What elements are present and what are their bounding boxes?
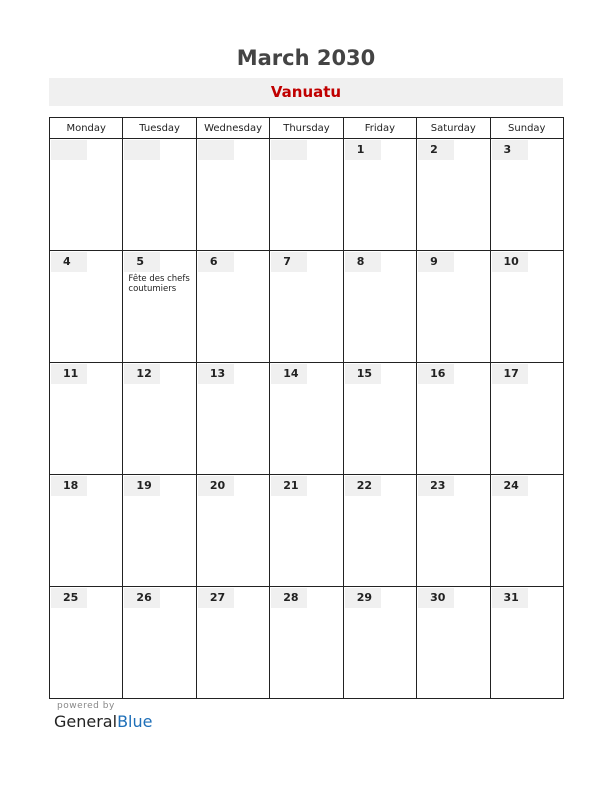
day-number: 6 (198, 252, 234, 272)
day-number: 22 (345, 476, 381, 496)
calendar-grid (49, 117, 564, 699)
day-number (124, 140, 160, 160)
day-cell (417, 251, 490, 363)
day-cell (343, 475, 416, 587)
day-cell (270, 475, 343, 587)
day-cell (50, 587, 123, 699)
day-number: 7 (271, 252, 307, 272)
country-banner (49, 78, 563, 106)
week-row (50, 363, 564, 475)
weekday-thursday: Thursday (270, 118, 343, 139)
day-number: 10 (492, 252, 528, 272)
day-cell (50, 475, 123, 587)
day-number: 28 (271, 588, 307, 608)
week-row (50, 587, 564, 699)
day-number: 14 (271, 364, 307, 384)
week-row (50, 251, 564, 363)
day-cell (270, 363, 343, 475)
day-cell (196, 363, 269, 475)
day-number: 13 (198, 364, 234, 384)
day-number: 31 (492, 588, 528, 608)
day-cell (343, 139, 416, 251)
weekday-sunday: Sunday (490, 118, 563, 139)
weekday-friday: Friday (343, 118, 416, 139)
day-cell (490, 363, 563, 475)
day-cell (417, 363, 490, 475)
day-cell (343, 587, 416, 699)
day-cell (417, 587, 490, 699)
day-cell (490, 587, 563, 699)
holiday-label: Fête des chefs coutumiers (128, 274, 190, 294)
day-number: 11 (51, 364, 87, 384)
day-number (271, 140, 307, 160)
day-number: 17 (492, 364, 528, 384)
day-cell (196, 475, 269, 587)
day-cell (123, 139, 196, 251)
day-cell (417, 139, 490, 251)
day-number: 9 (418, 252, 454, 272)
country-name: Vanuatu (270, 83, 342, 101)
day-cell (417, 475, 490, 587)
generalblue-logo[interactable] (54, 712, 152, 731)
day-number: 1 (345, 140, 381, 160)
logo-text-blue: Blue (117, 712, 153, 731)
day-cell (123, 363, 196, 475)
day-number: 5 (124, 252, 160, 272)
day-cell (196, 139, 269, 251)
day-number: 23 (418, 476, 454, 496)
day-cell (123, 587, 196, 699)
day-number: 8 (345, 252, 381, 272)
day-number: 21 (271, 476, 307, 496)
day-cell (343, 251, 416, 363)
day-number: 4 (51, 252, 87, 272)
day-number: 15 (345, 364, 381, 384)
day-cell (343, 363, 416, 475)
day-number: 20 (198, 476, 234, 496)
day-number (198, 140, 234, 160)
day-number: 24 (492, 476, 528, 496)
day-number: 19 (124, 476, 160, 496)
weekday-wednesday: Wednesday (196, 118, 269, 139)
day-number: 30 (418, 588, 454, 608)
day-number: 26 (124, 588, 160, 608)
day-number: 12 (124, 364, 160, 384)
week-row (50, 475, 564, 587)
day-cell (196, 587, 269, 699)
day-number: 27 (198, 588, 234, 608)
day-number: 25 (51, 588, 87, 608)
day-number: 18 (51, 476, 87, 496)
day-number: 2 (418, 140, 454, 160)
day-cell (270, 251, 343, 363)
page-title: March 2030 (236, 46, 376, 70)
day-cell (50, 139, 123, 251)
day-cell (490, 251, 563, 363)
day-cell (196, 251, 269, 363)
powered-by-label: powered by (57, 701, 115, 711)
day-cell (123, 251, 196, 363)
logo-text-general: General (54, 712, 118, 731)
day-number: 29 (345, 588, 381, 608)
weekday-tuesday: Tuesday (123, 118, 196, 139)
day-cell (50, 363, 123, 475)
day-cell (50, 251, 123, 363)
week-row (50, 139, 564, 251)
day-cell (123, 475, 196, 587)
day-cell (270, 139, 343, 251)
weekday-monday: Monday (50, 118, 123, 139)
day-cell (490, 475, 563, 587)
day-number (51, 140, 87, 160)
day-number: 3 (492, 140, 528, 160)
day-number: 16 (418, 364, 454, 384)
weekday-saturday: Saturday (417, 118, 490, 139)
day-cell (270, 587, 343, 699)
day-cell (490, 139, 563, 251)
weekday-header-row (50, 118, 564, 139)
